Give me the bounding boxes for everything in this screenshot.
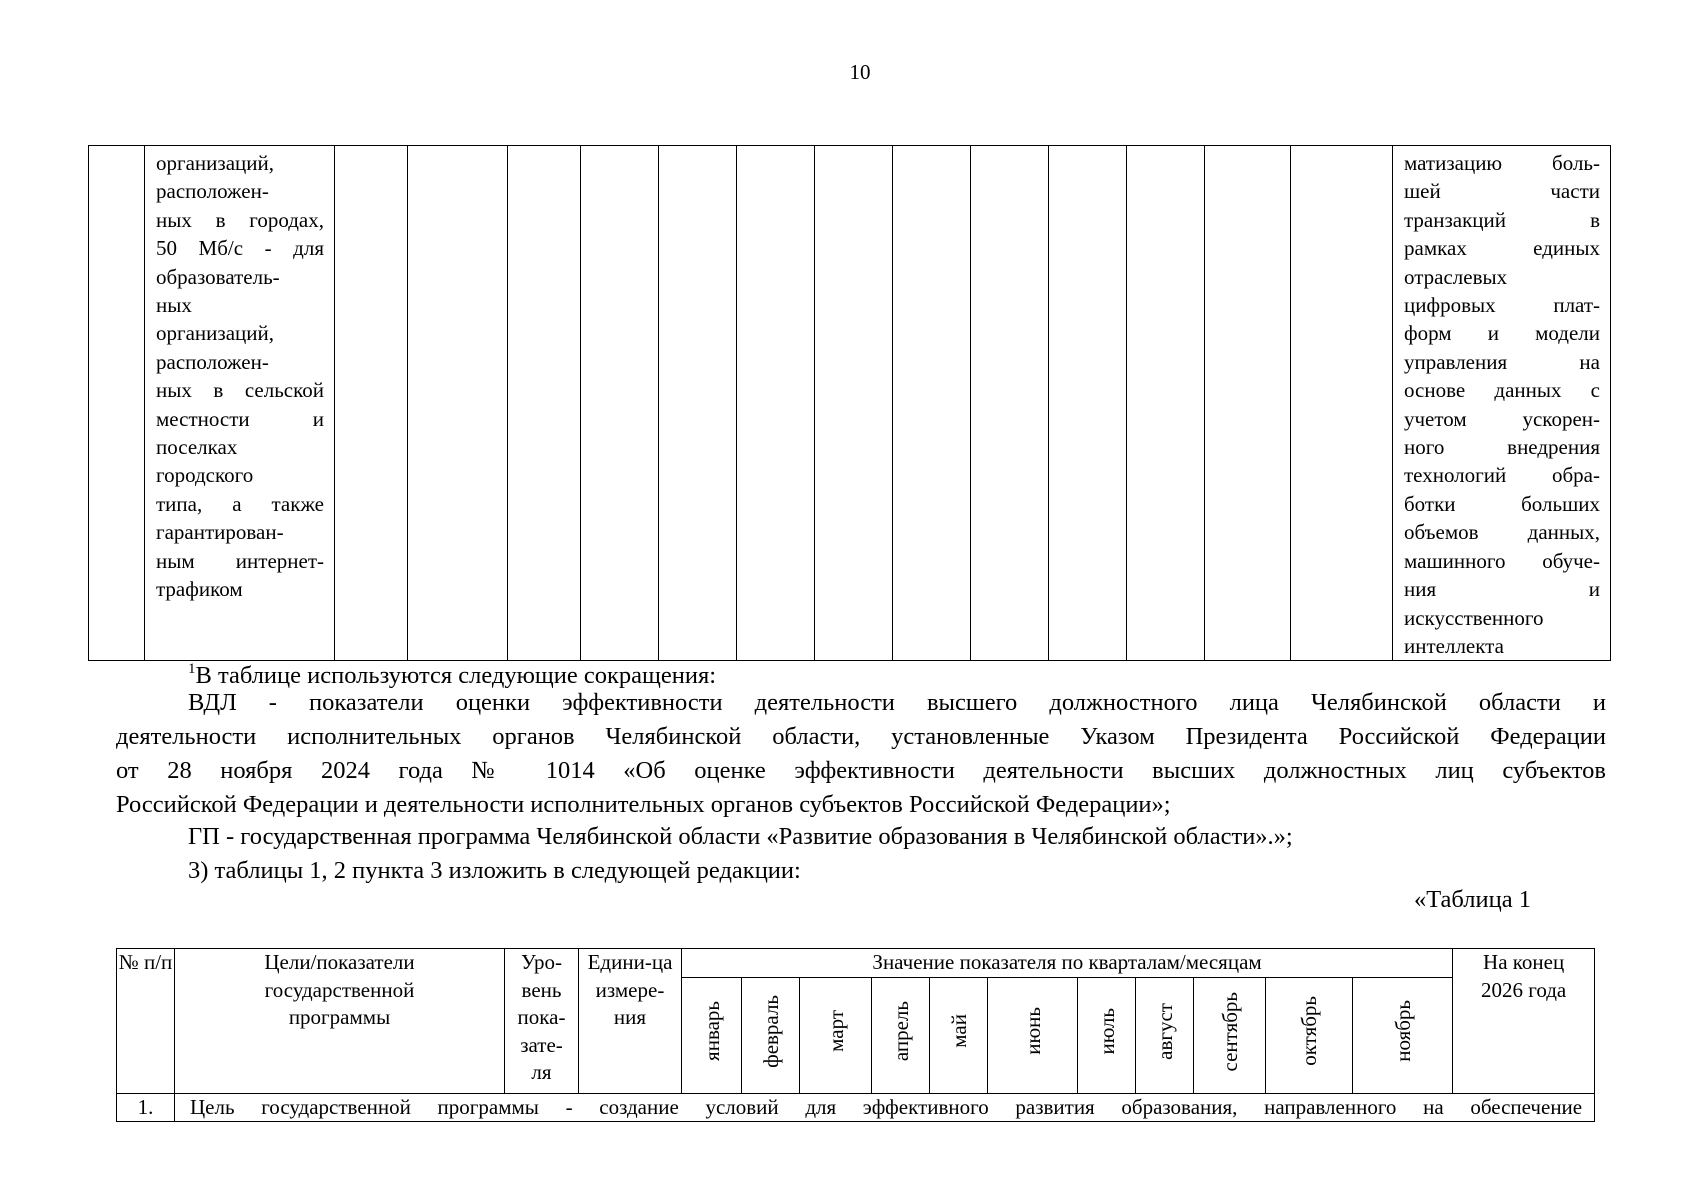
month-header [930, 977, 988, 1093]
abbreviation-vdl-paragraph [116, 686, 1606, 822]
link-description-line: объемов данных, [1404, 520, 1600, 545]
month-header [682, 977, 742, 1093]
table-caption: «Таблица 1 [1413, 886, 1531, 913]
link-description-line: цифровых плат- [1404, 293, 1600, 318]
indicator-description-line: образователь- [156, 264, 280, 289]
empty-cell [737, 146, 815, 661]
link-description-line: ного внедрения [1404, 435, 1600, 460]
abbreviation-vdl-line: ВДЛ - показатели оценки эффективности деятельности высшего должностного лица Челябинской области и [188, 689, 1606, 716]
abbreviation-vdl-line: Российской Федерации и деятельности исполнительных органов субъектов Российской Федерации»; [116, 791, 1171, 818]
link-description-line: машинного обуче- [1404, 548, 1600, 573]
indicator-description-line: организаций, [156, 151, 274, 175]
empty-cell [89, 146, 145, 661]
link-description-line: учетом ускорен- [1404, 406, 1600, 431]
link-description-line: интеллекта [1404, 633, 1504, 658]
indicator-description-line: ным интернет- [156, 548, 324, 573]
month-label: январь [699, 1001, 724, 1062]
header-end-value: На конец 2026 года [1453, 949, 1595, 1094]
abbreviation-vdl-line: деятельности исполнительных органов Челябинской области, установленные Указом Президента Российской Федерации [116, 723, 1606, 750]
empty-cell [508, 146, 581, 661]
empty-cell [1205, 146, 1291, 661]
indicator-description-line: расположен- [156, 349, 269, 374]
link-description-line: рамках единых [1404, 236, 1600, 261]
indicator-description-line: местности и [156, 406, 324, 431]
month-header [988, 977, 1078, 1093]
empty-cell [1127, 146, 1205, 661]
month-header [1353, 977, 1453, 1093]
header-goals: Цели/показатели государственной программы [175, 949, 505, 1094]
month-label: февраль [758, 994, 783, 1068]
header-unit: Едини-ца измере-ния [579, 949, 682, 1094]
goal-text: Цель государственной программы - создание условий для эффективного развития образования, направленного на обеспечение [175, 1093, 1595, 1122]
footnote-text: В таблице используются следующие сокращения: [195, 662, 717, 689]
empty-cell [335, 146, 408, 661]
abbreviation-vdl-line: от 28 ноября 2024 года № 1014 «Об оценке эффективности деятельности высших должностных лиц субъектов [116, 757, 1606, 784]
indicator-description-line: организаций, [156, 321, 274, 346]
link-description-line: технологий обра- [1404, 463, 1600, 488]
indicator-description-line: трафиком [156, 577, 243, 602]
indicator-description-line: расположен- [156, 179, 269, 204]
abbreviation-gp-paragraph [116, 820, 1606, 854]
indicator-description-line: типа, а также [156, 491, 324, 516]
empty-cell [815, 146, 893, 661]
month-label: июнь [1020, 1007, 1045, 1056]
month-header [1194, 977, 1266, 1093]
link-description-line: транзакций в [1404, 207, 1600, 232]
amendment-paragraph [116, 854, 1606, 888]
header-level: Уро-вень пока-зате-ля [505, 949, 579, 1094]
link-description-text [1393, 146, 1610, 660]
empty-cell [1049, 146, 1127, 661]
amendment-text: 3) таблицы 1, 2 пункта 3 изложить в следующей редакции: [188, 857, 801, 884]
indicators-table [116, 948, 1595, 1122]
indicator-description-line: ных в городах, [156, 207, 324, 232]
month-label: май [946, 1014, 971, 1049]
month-label: ноябрь [1390, 1000, 1415, 1063]
month-header [1266, 977, 1353, 1093]
month-label: октябрь [1297, 996, 1321, 1067]
link-description-line: основе данных с [1404, 378, 1600, 403]
header-values-group: Значение показателя по кварталам/месяцам [682, 949, 1453, 978]
link-description-line: управления на [1404, 349, 1600, 374]
month-header [742, 977, 800, 1093]
footnote-marker: 1 [188, 661, 196, 677]
empty-cell [1291, 146, 1393, 661]
link-description-cell [1393, 146, 1611, 661]
indicator-description-text [145, 146, 334, 604]
month-label: июль [1094, 1008, 1119, 1055]
indicator-description-line: поселках [156, 435, 238, 460]
empty-cell [581, 146, 659, 661]
link-description-line: шей части [1404, 179, 1600, 204]
month-label: апрель [888, 1001, 913, 1062]
goal-number: 1. [117, 1093, 175, 1122]
link-description-line: отраслевых [1404, 264, 1508, 289]
link-description-line: ботки больших [1404, 491, 1600, 516]
empty-cell [408, 146, 508, 661]
month-label: август [1152, 1002, 1177, 1060]
link-description-line: форм и модели [1404, 321, 1600, 346]
indicator-description-line: 50 Мб/с - для [156, 236, 324, 261]
indicator-description-line: городского [156, 463, 254, 488]
page-number: 10 [849, 60, 871, 84]
indicator-description-line: ных в сельской [156, 378, 324, 403]
empty-cell [971, 146, 1049, 661]
empty-cell [893, 146, 971, 661]
indicator-description-cell [145, 146, 335, 661]
link-description-line: искусственного [1404, 605, 1544, 630]
link-description-line: матизацию боль- [1404, 151, 1600, 175]
month-header [872, 977, 930, 1093]
empty-cell [659, 146, 737, 661]
month-header [1136, 977, 1194, 1093]
indicator-description-line: ных [156, 293, 192, 318]
indicator-description-line: гарантирован- [156, 520, 284, 545]
abbreviation-gp-text: ГП - государственная программа Челябинской области «Развитие образования в Челябинской области».»; [188, 823, 1293, 850]
month-header [800, 977, 872, 1093]
continuation-table [88, 145, 1611, 661]
month-label: сентябрь [1217, 991, 1242, 1071]
month-label: март [823, 1010, 848, 1053]
header-number: № п/п [117, 949, 175, 1094]
link-description-line: ния и [1404, 577, 1600, 602]
month-header [1078, 977, 1136, 1093]
